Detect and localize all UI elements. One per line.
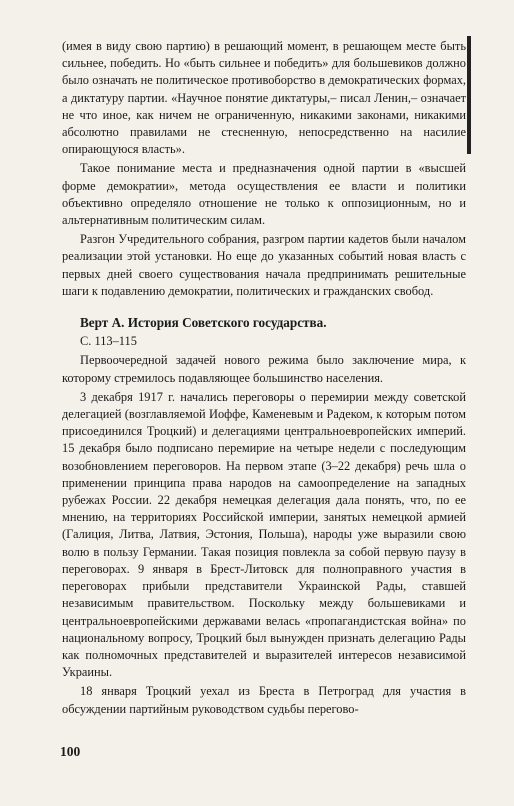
paragraph: Первоочередной задачей нового режима было заключение мира, к которому стремилось подавляющее большинство населения. [62, 353, 466, 385]
page-edge-shadow [467, 36, 471, 154]
paragraph: 18 января Троцкий уехал из Бреста в Петроград для участия в обсуждении партийным руководством судьбы перегово- [62, 684, 466, 716]
paragraph: (имея в виду свою партию) в решающий момент, в решающем месте быть сильнее, победить. Но «быть сильнее и победить» для большевиков должно было означать не политическое противоборство в демократических формах, а диктатуру партии. «Научное понятие диктатуры,– писал Ленин,– означает не что иное, как ничем не ограниченную, никакими законами, никакими абсолютно правилами не стесненную, непосредственно на насилие опирающуюся власть». [62, 39, 466, 157]
text-column [62, 38, 466, 718]
paragraph: Разгон Учредительного собрания, разгром партии кадетов были началом реализации этой установки. Но еще до указанных событий новая власть с первых дней своего существования начала предпринимать решительные шаги к подавлению демократии, политических и гражданских свобод. [62, 232, 466, 298]
source-citation-pages: С. 113–115 [80, 334, 137, 349]
paragraph: 3 декабря 1917 г. начались переговоры о перемирии между советской делегацией (возглавляемой Иоффе, Каменевым и Радеком, к которым потом присоединился Троцкий) и делегациями центральноевропейских империй. 15 декабря было подписано перемирие на четыре недели с последующим возобновлением переговоров. На первом этапе (3–22 декабря) речь шла о применении принципа права народов на самоопределение на западных рубежах России. 22 декабря немецкая делегация дала понять, что, по ее мнению, на территориях Российской империи, занятых немецкой армией (Галиция, Литва, Латвия, Эстония, Польша), народы уже выразили свою волю в пользу Германии. Такая позиция повлекла за собой первую паузу в переговорах. 9 января в Брест-Литовск для полноправного участия в переговорах прибыли представители Украинской Рады, ставшей независимым правительством. Поскольку между большевиками и центральноевропейскими державами велась «пропагандистская война» по национальному вопросу, Троцкий был вынужден признать делегацию Рады как полномочных представителей и выразителей интересов независимой Украины. [62, 389, 466, 680]
page-number: 100 [60, 744, 81, 759]
section-gap [62, 300, 466, 314]
source-citation-title: Верт А. История Советского государства. [80, 315, 327, 331]
paragraph: Такое понимание места и предназначения одной партии в «высшей форме демократии», метода осуществления ее власти и политики объективно определяло отношение не только к оппозиционным, но и альтернативным политическим силам. [62, 161, 466, 228]
